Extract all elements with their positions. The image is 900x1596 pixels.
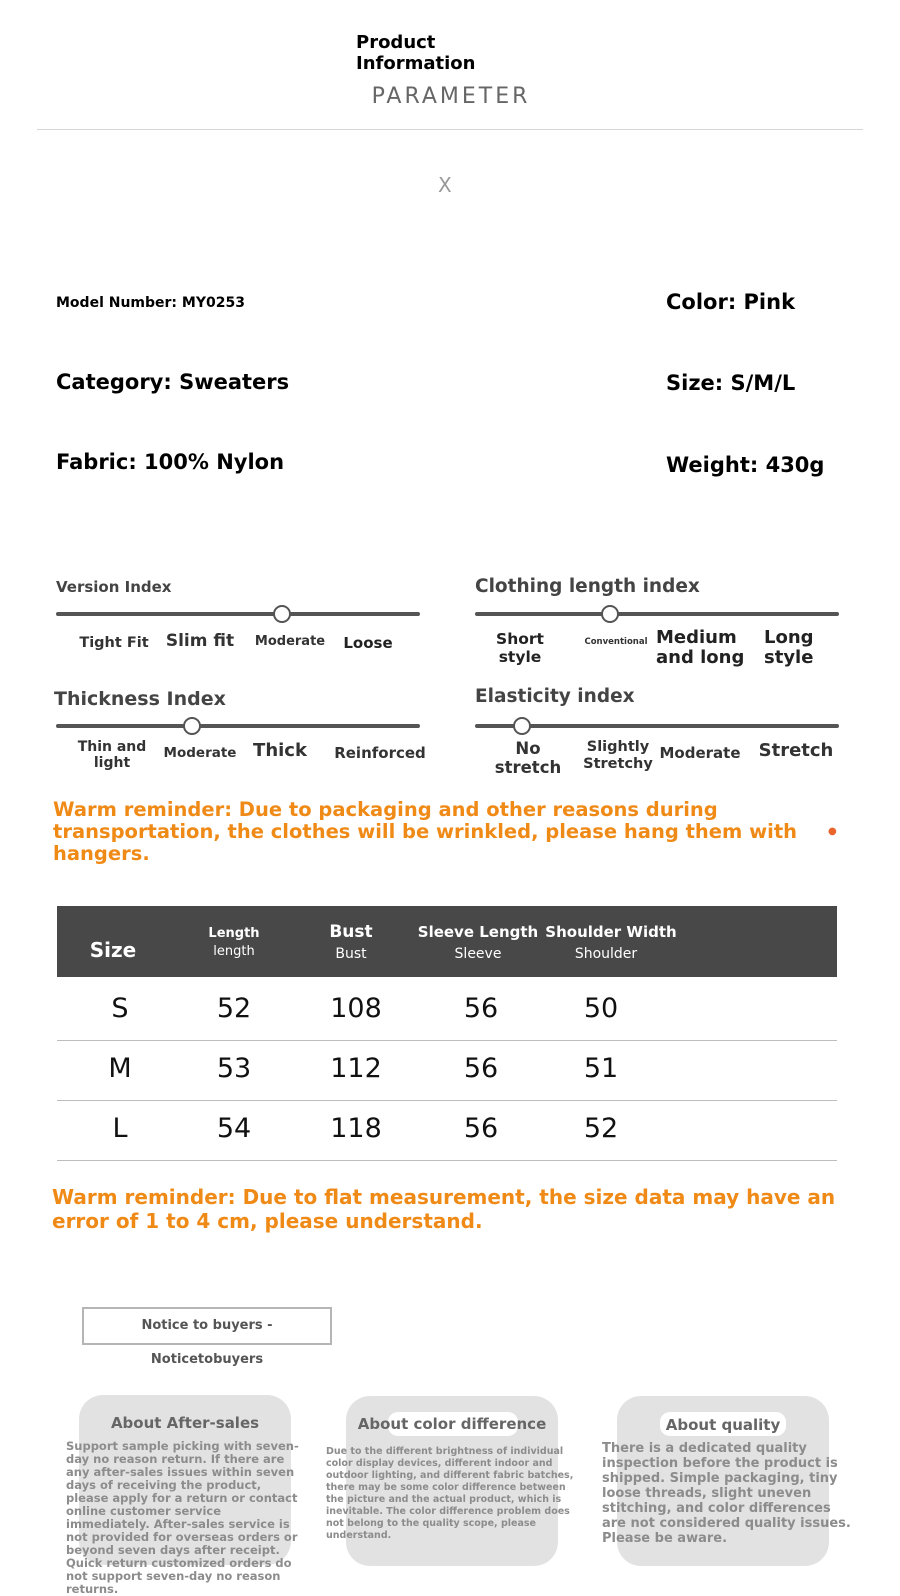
length-label-medium-long: Medium and long: [656, 627, 745, 668]
quality-title: About quality: [665, 1416, 781, 1434]
model-number: Model Number: MY0253: [56, 295, 245, 311]
elasticity-index-knob: [513, 717, 531, 735]
col-length: Length: [208, 926, 260, 941]
col-shoulder: Shoulder Width: [545, 923, 677, 941]
table-cell: M: [108, 1053, 132, 1084]
col-sleeve-sub: Sleeve: [454, 946, 502, 962]
version-index-title: Version Index: [56, 578, 172, 596]
table-cell: L: [112, 1113, 128, 1144]
table-cell: 118: [330, 1113, 382, 1144]
col-length-sub: length: [213, 944, 255, 958]
thickness-label-reinforced: Reinforced: [334, 744, 426, 762]
page-title: Product Information: [356, 32, 476, 74]
weight-spec: Weight: 430g: [666, 453, 825, 477]
version-label-tight: Tight Fit: [79, 635, 149, 651]
thickness-label-moderate: Moderate: [163, 745, 237, 761]
close-icon[interactable]: X: [438, 173, 452, 197]
col-bust-sub: Bust: [335, 946, 367, 962]
version-index-knob: [273, 605, 291, 623]
thickness-label-thin: Thin and light: [77, 739, 147, 771]
elasticity-label-no-stretch: No stretch: [494, 739, 562, 777]
category-spec: Category: Sweaters: [56, 370, 290, 394]
version-label-loose: Loose: [343, 634, 393, 652]
table-cell: 53: [216, 1053, 252, 1084]
decoration-mark: ●: [828, 826, 837, 837]
col-size: Size: [89, 938, 137, 962]
table-cell: 52: [216, 993, 252, 1024]
page-subtitle: PARAMETER: [371, 84, 531, 109]
packaging-reminder: Warm reminder: Due to packaging and other reasons during transportation, the clothes will be wrinkled, please hang them with hangers.: [53, 798, 798, 865]
quality-text: There is a dedicated quality inspection before the product is shipped. Simple packaging, tiny loose threads, slight uneven stitching, and color differences are not considered quality issues. Please be aware.: [602, 1441, 851, 1546]
table-cell: 51: [583, 1053, 619, 1084]
thickness-index-track: [56, 724, 420, 728]
notice-heading: Notice to buyers - Noticetobuyers: [82, 1307, 332, 1345]
table-cell: 56: [463, 1053, 499, 1084]
measurement-reminder: Warm reminder: Due to flat measurement, the size data may have an error of 1 to 4 cm, please understand.: [52, 1185, 836, 1233]
after-sales-text: Support sample picking with seven-day no reason return. If there are any after-sales issues within seven days of receiving the product, please apply for a return or contact online customer service immediately. After-sales service is not provided for overseas orders or beyond seven days after receipt. Quick return customized orders do not support seven-day no reason returns.: [66, 1439, 299, 1596]
table-cell: 112: [330, 1053, 382, 1084]
color-difference-title: About color difference: [357, 1415, 547, 1433]
table-row-divider: [57, 1100, 837, 1101]
elasticity-index-title: Elasticity index: [475, 686, 635, 707]
table-cell: 54: [216, 1113, 252, 1144]
table-row-divider: [57, 1040, 837, 1041]
header-divider: [37, 129, 863, 130]
color-spec: Color: Pink: [666, 290, 796, 314]
after-sales-title: About After-sales: [110, 1414, 260, 1432]
thickness-index-title: Thickness Index: [54, 688, 226, 710]
table-cell: 108: [330, 993, 382, 1024]
table-cell: 56: [463, 1113, 499, 1144]
fabric-spec: Fabric: 100% Nylon: [56, 450, 285, 474]
elasticity-label-slightly: Slightly Stretchy: [583, 739, 653, 772]
col-shoulder-sub: Shoulder: [574, 946, 638, 962]
table-cell: 56: [463, 993, 499, 1024]
length-label-short: Short style: [496, 630, 544, 666]
version-label-moderate: Moderate: [254, 634, 326, 649]
length-index-knob: [601, 605, 619, 623]
table-cell: S: [111, 993, 129, 1024]
version-label-slim: Slim fit: [165, 631, 235, 651]
color-difference-text: Due to the different brightness of individual color display devices, different indoor and outdoor lighting, and different fabric batches, there may be some color difference between the picture and the actual product, which is inevitable. The color difference problem does not belong to the quality scope, please understand.: [326, 1446, 574, 1541]
table-cell: 52: [583, 1113, 619, 1144]
col-sleeve: Sleeve Length: [417, 923, 539, 941]
version-index-track: [56, 612, 420, 616]
length-index-track: [475, 612, 839, 616]
thickness-label-thick: Thick: [253, 740, 307, 761]
length-label-long: Long style: [764, 627, 814, 668]
thickness-index-knob: [183, 717, 201, 735]
length-label-conventional: Conventional: [584, 637, 648, 647]
length-index-title: Clothing length index: [475, 576, 700, 597]
table-row-divider: [57, 1160, 837, 1161]
size-table-header: [57, 906, 837, 977]
elasticity-label-stretch: Stretch: [758, 740, 834, 761]
size-spec: Size: S/M/L: [666, 371, 796, 395]
col-bust: Bust: [329, 922, 373, 942]
elasticity-label-moderate: Moderate: [659, 744, 741, 762]
table-cell: 50: [583, 993, 619, 1024]
